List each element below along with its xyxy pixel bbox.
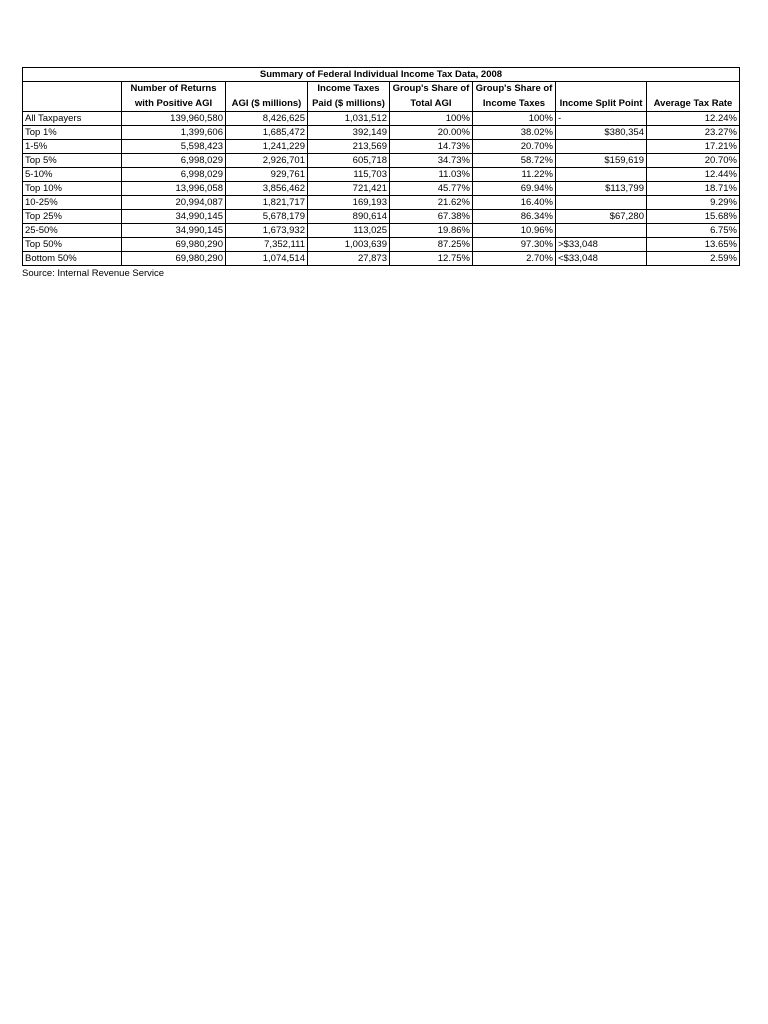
column-header-row [23, 82, 740, 112]
cell-share-taxes: 58.72% [473, 154, 556, 168]
income-tax-table [22, 67, 740, 266]
header-share-taxes: Group's Share of Income Taxes [473, 82, 556, 112]
header-blank [23, 82, 122, 112]
cell-group: 10-25% [23, 196, 122, 210]
cell-taxes: 392,149 [308, 126, 390, 140]
cell-split-point: $380,354 [556, 126, 647, 140]
cell-split-point: $113,799 [556, 182, 647, 196]
cell-taxes: 721,421 [308, 182, 390, 196]
cell-taxes: 113,025 [308, 224, 390, 238]
cell-avg-rate: 9.29% [647, 196, 740, 210]
cell-share-taxes: 20.70% [473, 140, 556, 154]
spreadsheet [22, 67, 740, 279]
cell-group: Top 10% [23, 182, 122, 196]
header-returns: Number of Returns with Positive AGI [122, 82, 226, 112]
cell-avg-rate: 2.59% [647, 252, 740, 266]
table-row [23, 196, 740, 210]
table-title: Summary of Federal Individual Income Tax Data, 2008 [23, 68, 740, 82]
source-note: Source: Internal Revenue Service [22, 268, 165, 280]
cell-share-agi: 20.00% [390, 126, 473, 140]
cell-split-point [556, 140, 647, 154]
header-share-agi: Group's Share of Total AGI [390, 82, 473, 112]
cell-agi: 3,856,462 [226, 182, 308, 196]
cell-taxes: 115,703 [308, 168, 390, 182]
cell-group: Top 25% [23, 210, 122, 224]
cell-taxes: 605,718 [308, 154, 390, 168]
cell-agi: 1,673,932 [226, 224, 308, 238]
cell-taxes: 169,193 [308, 196, 390, 210]
cell-split-point [556, 196, 647, 210]
table-row [23, 224, 740, 238]
table-row [23, 252, 740, 266]
cell-share-agi: 19.86% [390, 224, 473, 238]
cell-group: Bottom 50% [23, 252, 122, 266]
cell-share-taxes: 97.30% [473, 238, 556, 252]
cell-share-taxes: 38.02% [473, 126, 556, 140]
table-row [23, 112, 740, 126]
cell-agi: 8,426,625 [226, 112, 308, 126]
cell-share-agi: 34.73% [390, 154, 473, 168]
cell-group: Top 5% [23, 154, 122, 168]
cell-returns: 5,598,423 [122, 140, 226, 154]
cell-taxes: 27,873 [308, 252, 390, 266]
cell-taxes: 890,614 [308, 210, 390, 224]
cell-avg-rate: 12.44% [647, 168, 740, 182]
cell-taxes: 1,003,639 [308, 238, 390, 252]
table-row [23, 168, 740, 182]
cell-returns: 69,980,290 [122, 238, 226, 252]
cell-returns: 34,990,145 [122, 224, 226, 238]
table-row [23, 182, 740, 196]
table-row [23, 154, 740, 168]
table-row [23, 126, 740, 140]
cell-agi: 2,926,701 [226, 154, 308, 168]
cell-share-taxes: 2.70% [473, 252, 556, 266]
cell-avg-rate: 18.71% [647, 182, 740, 196]
cell-group: 1-5% [23, 140, 122, 154]
header-split-point: Income Split Point [556, 82, 647, 112]
cell-agi: 929,761 [226, 168, 308, 182]
cell-share-agi: 21.62% [390, 196, 473, 210]
cell-share-agi: 12.75% [390, 252, 473, 266]
cell-avg-rate: 20.70% [647, 154, 740, 168]
header-avg-rate: Average Tax Rate [647, 82, 740, 112]
cell-taxes: 1,031,512 [308, 112, 390, 126]
cell-share-agi: 67.38% [390, 210, 473, 224]
cell-agi: 1,821,717 [226, 196, 308, 210]
cell-share-agi: 87.25% [390, 238, 473, 252]
cell-agi: 1,074,514 [226, 252, 308, 266]
cell-share-agi: 45.77% [390, 182, 473, 196]
cell-avg-rate: 13.65% [647, 238, 740, 252]
cell-agi: 1,241,229 [226, 140, 308, 154]
cell-share-agi: 11.03% [390, 168, 473, 182]
cell-share-taxes: 11.22% [473, 168, 556, 182]
cell-share-taxes: 10.96% [473, 224, 556, 238]
cell-returns: 20,994,087 [122, 196, 226, 210]
cell-group: Top 50% [23, 238, 122, 252]
cell-group: 5-10% [23, 168, 122, 182]
header-taxes: Income Taxes Paid ($ millions) [308, 82, 390, 112]
cell-returns: 1,399,606 [122, 126, 226, 140]
cell-share-taxes: 100% [473, 112, 556, 126]
cell-group: Top 1% [23, 126, 122, 140]
table-title-row [23, 68, 740, 82]
cell-taxes: 213,569 [308, 140, 390, 154]
cell-avg-rate: 17.21% [647, 140, 740, 154]
cell-share-agi: 100% [390, 112, 473, 126]
cell-share-agi: 14.73% [390, 140, 473, 154]
cell-split-point: - [556, 112, 647, 126]
cell-share-taxes: 69.94% [473, 182, 556, 196]
cell-split-point: $67,280 [556, 210, 647, 224]
cell-returns: 34,990,145 [122, 210, 226, 224]
cell-split-point [556, 224, 647, 238]
cell-share-taxes: 86.34% [473, 210, 556, 224]
cell-group: 25-50% [23, 224, 122, 238]
cell-avg-rate: 6.75% [647, 224, 740, 238]
cell-split-point: <$33,048 [556, 252, 647, 266]
cell-split-point: >$33,048 [556, 238, 647, 252]
cell-avg-rate: 23.27% [647, 126, 740, 140]
cell-returns: 69,980,290 [122, 252, 226, 266]
cell-returns: 6,998,029 [122, 168, 226, 182]
cell-split-point: $159,619 [556, 154, 647, 168]
cell-split-point [556, 168, 647, 182]
cell-returns: 6,998,029 [122, 154, 226, 168]
cell-avg-rate: 12.24% [647, 112, 740, 126]
cell-agi: 1,685,472 [226, 126, 308, 140]
table-row [23, 238, 740, 252]
table-row [23, 210, 740, 224]
cell-agi: 5,678,179 [226, 210, 308, 224]
cell-returns: 13,996,058 [122, 182, 226, 196]
cell-group: All Taxpayers [23, 112, 122, 126]
cell-avg-rate: 15.68% [647, 210, 740, 224]
header-agi: AGI ($ millions) [226, 82, 308, 112]
table-row [23, 140, 740, 154]
cell-returns: 139,960,580 [122, 112, 226, 126]
cell-agi: 7,352,111 [226, 238, 308, 252]
cell-share-taxes: 16.40% [473, 196, 556, 210]
